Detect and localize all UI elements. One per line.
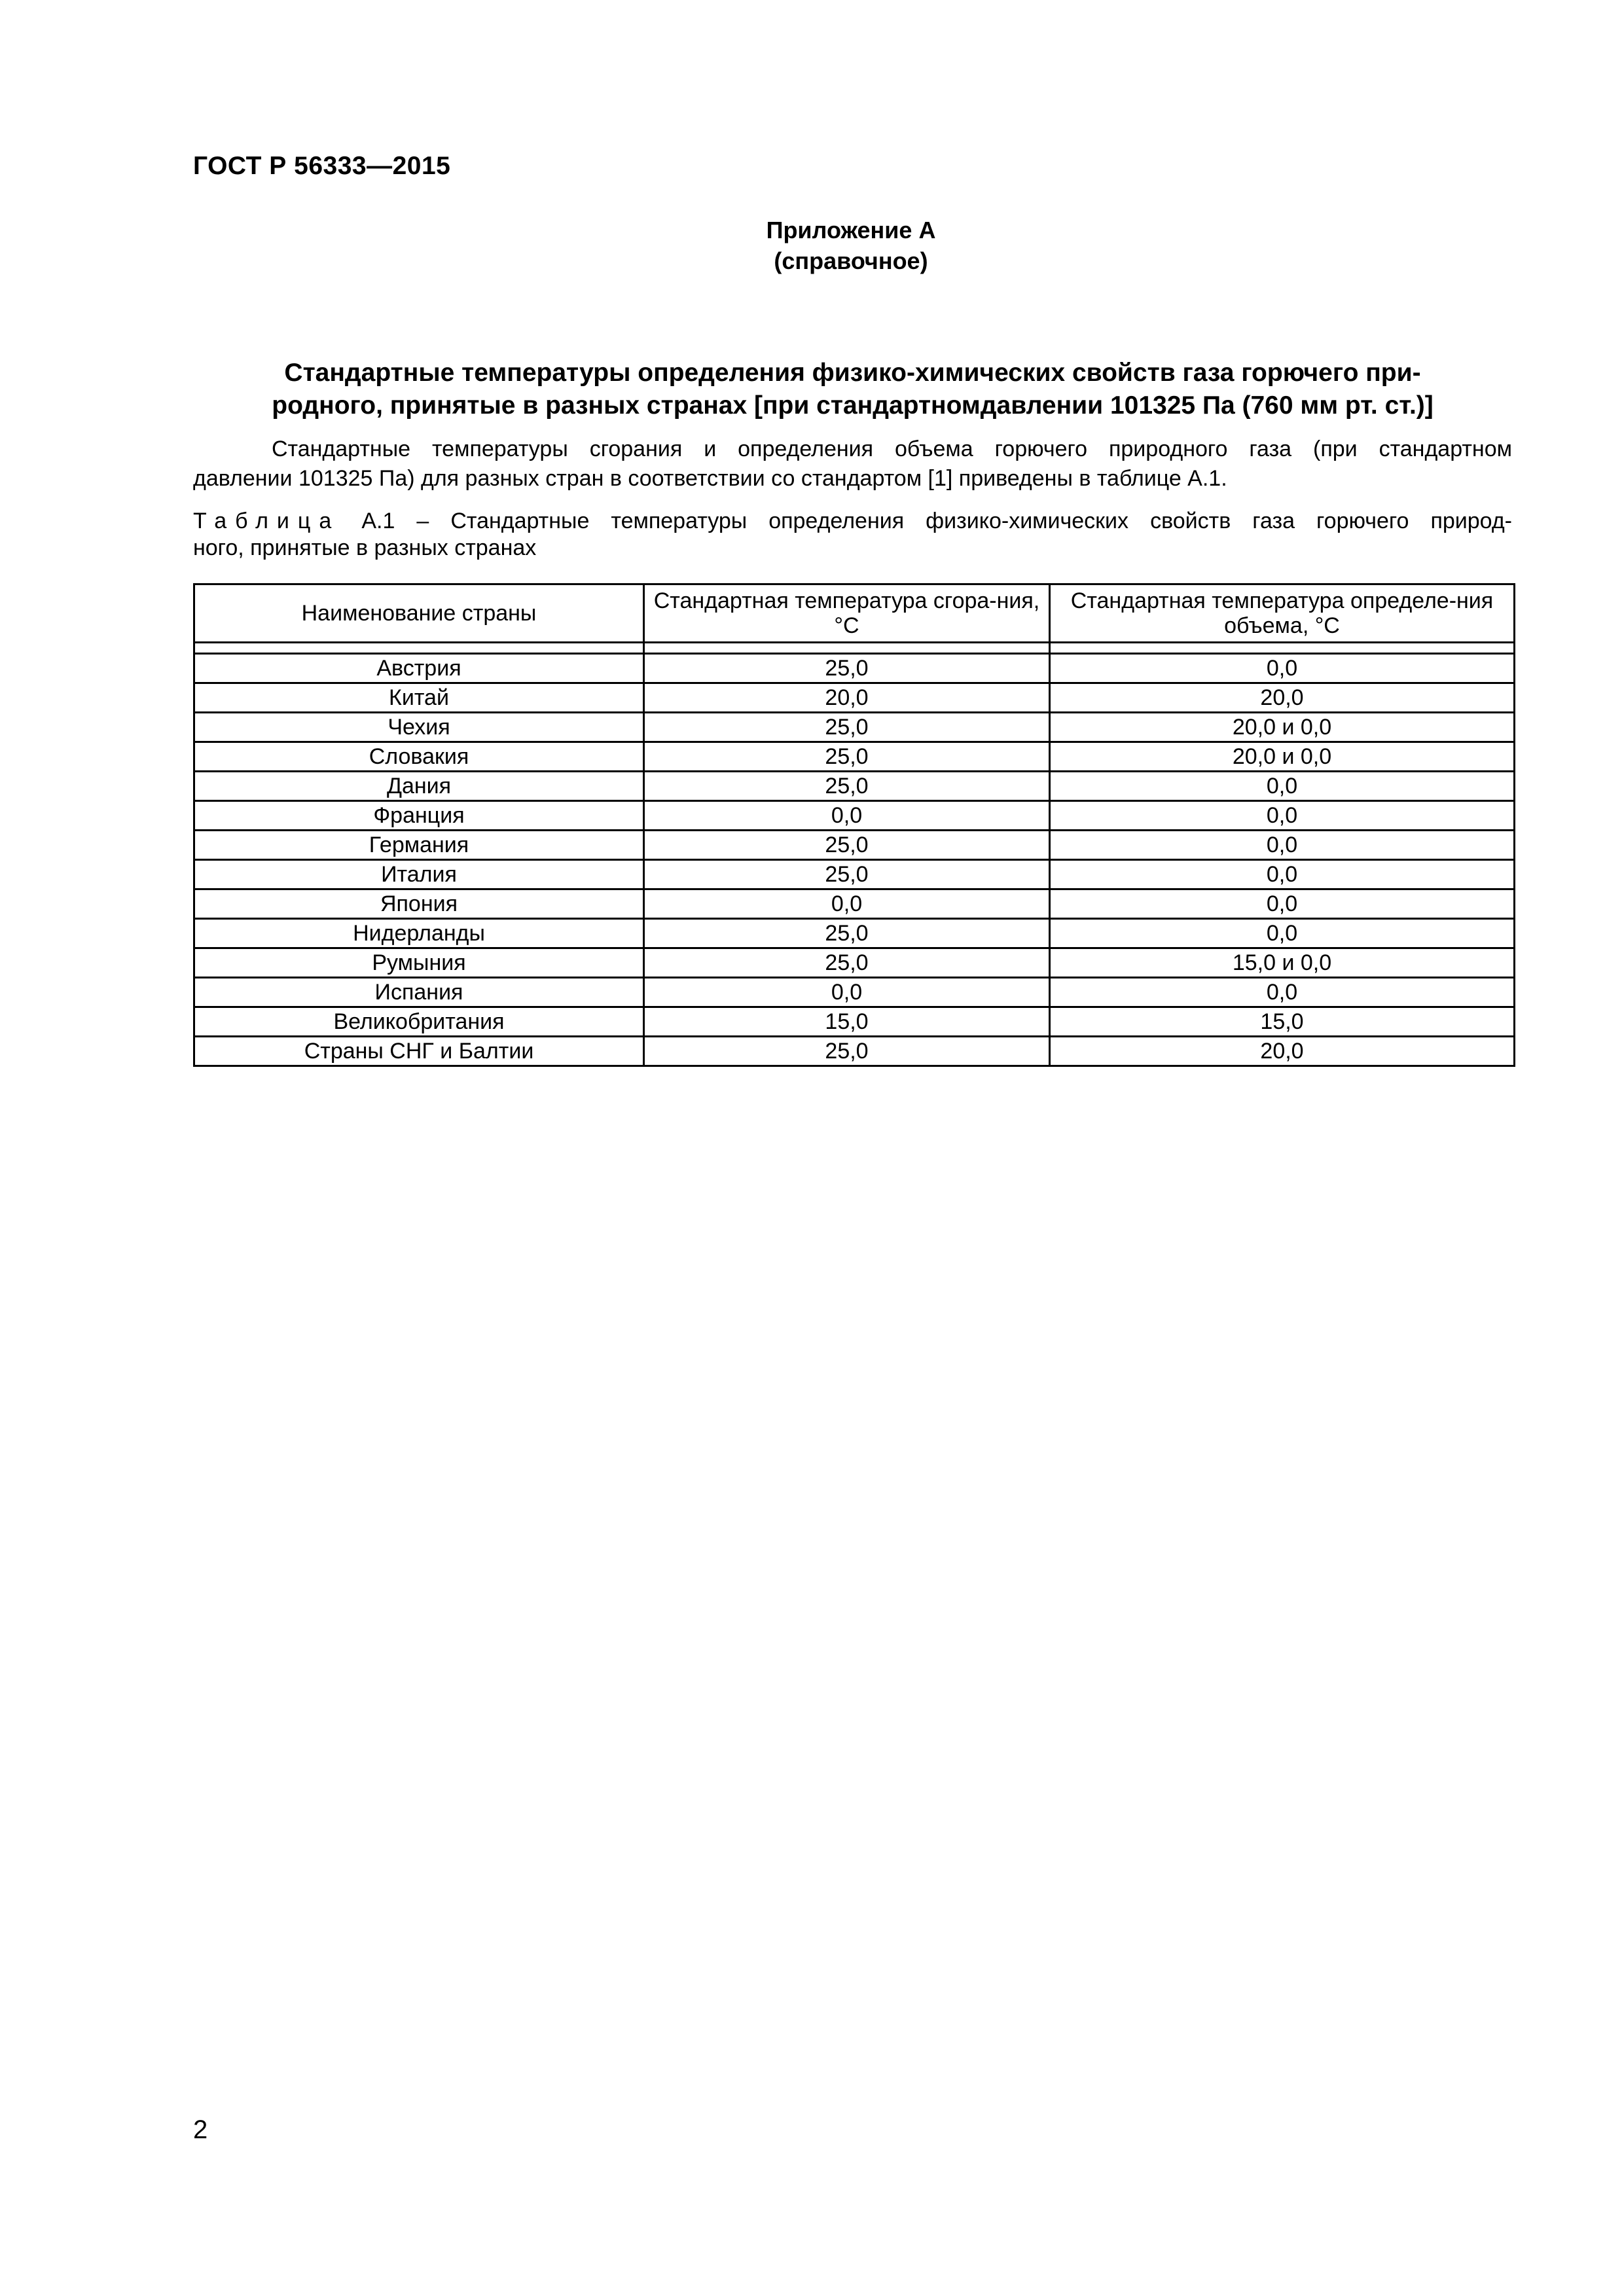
country-cell: Словакия (194, 742, 644, 772)
volume-temp-cell: 0,0 (1050, 860, 1515, 889)
country-cell: Нидерланды (194, 919, 644, 948)
combustion-temp-cell: 25,0 (644, 831, 1050, 860)
caption-text: А.1 – Стандартные температуры определения физико-химических свойств газа горючего природ- (361, 509, 1512, 533)
volume-temp-cell: 0,0 (1050, 978, 1515, 1007)
table-row (194, 742, 1515, 772)
page-number: 2 (193, 2115, 208, 2144)
country-cell: Румыния (194, 948, 644, 978)
intro-line-2: давлении 101325 Па) для разных стран в соответствии со стандартом [1] приведены в таблице А.1. (193, 466, 1227, 491)
combustion-temp-cell: 0,0 (644, 801, 1050, 831)
volume-temp-cell: 0,0 (1050, 654, 1515, 683)
table-row (194, 1037, 1515, 1066)
volume-temp-cell: 15,0 и 0,0 (1050, 948, 1515, 978)
volume-temp-cell: 20,0 (1050, 1037, 1515, 1066)
volume-temp-cell: 0,0 (1050, 801, 1515, 831)
table-row (194, 919, 1515, 948)
volume-temp-cell: 20,0 (1050, 683, 1515, 713)
intro-line-1: Стандартные температуры сгорания и определения объема горючего природного газа (при стандартном (272, 437, 1512, 461)
combustion-temp-cell: 25,0 (644, 772, 1050, 801)
header-combustion-temp: Стандартная температура сгора-ния, °С (644, 584, 1050, 643)
document-code: ГОСТ Р 56333—2015 (193, 152, 451, 180)
heading-line-1: Стандартные температуры определения физико-химических свойств газа горючего при- (284, 359, 1421, 387)
country-cell: Страны СНГ и Балтии (194, 1037, 644, 1066)
combustion-temp-cell: 25,0 (644, 948, 1050, 978)
volume-temp-cell: 20,0 и 0,0 (1050, 742, 1515, 772)
header-volume-temp: Стандартная температура определе-ния объема, °С (1050, 584, 1515, 643)
country-cell: Дания (194, 772, 644, 801)
combustion-temp-cell: 0,0 (644, 889, 1050, 919)
volume-temp-cell: 0,0 (1050, 831, 1515, 860)
header-gap-row (194, 643, 1515, 654)
table-row (194, 801, 1515, 831)
table-header-row (194, 584, 1515, 643)
temperature-table (193, 583, 1515, 1067)
caption-line-1 (193, 508, 1512, 535)
table-row (194, 831, 1515, 860)
caption-label: Таблица (193, 509, 340, 533)
combustion-temp-cell: 25,0 (644, 1037, 1050, 1066)
combustion-temp-cell: 25,0 (644, 654, 1050, 683)
table-row (194, 889, 1515, 919)
appendix-note: (справочное) (774, 247, 928, 274)
country-cell: Италия (194, 860, 644, 889)
volume-temp-cell: 15,0 (1050, 1007, 1515, 1037)
appendix-heading (193, 357, 1512, 422)
table-row (194, 948, 1515, 978)
country-cell: Испания (194, 978, 644, 1007)
country-cell: Чехия (194, 713, 644, 742)
table-row (194, 654, 1515, 683)
volume-temp-cell: 0,0 (1050, 919, 1515, 948)
combustion-temp-cell: 15,0 (644, 1007, 1050, 1037)
country-cell: Великобритания (194, 1007, 644, 1037)
table-row (194, 772, 1515, 801)
combustion-temp-cell: 25,0 (644, 742, 1050, 772)
volume-temp-cell: 0,0 (1050, 889, 1515, 919)
country-cell: Германия (194, 831, 644, 860)
country-cell: Китай (194, 683, 644, 713)
country-cell: Франция (194, 801, 644, 831)
combustion-temp-cell: 25,0 (644, 713, 1050, 742)
country-cell: Япония (194, 889, 644, 919)
combustion-temp-cell: 25,0 (644, 860, 1050, 889)
header-country: Наименование страны (194, 584, 644, 643)
volume-temp-cell: 0,0 (1050, 772, 1515, 801)
appendix-title (0, 215, 1624, 276)
table-caption (193, 508, 1512, 562)
volume-temp-cell: 20,0 и 0,0 (1050, 713, 1515, 742)
intro-paragraph (193, 435, 1512, 493)
combustion-temp-cell: 20,0 (644, 683, 1050, 713)
combustion-temp-cell: 25,0 (644, 919, 1050, 948)
heading-line-2: родного, принятые в разных странах [при стандартномдавлении 101325 Па (760 мм рт. ст.)] (272, 391, 1434, 420)
combustion-temp-cell: 0,0 (644, 978, 1050, 1007)
table-row (194, 860, 1515, 889)
appendix-label: Приложение А (766, 217, 936, 243)
table-row (194, 978, 1515, 1007)
country-cell: Австрия (194, 654, 644, 683)
table-row (194, 683, 1515, 713)
caption-line-2: ного, принятые в разных странах (193, 535, 537, 560)
table-row (194, 713, 1515, 742)
table-row (194, 1007, 1515, 1037)
